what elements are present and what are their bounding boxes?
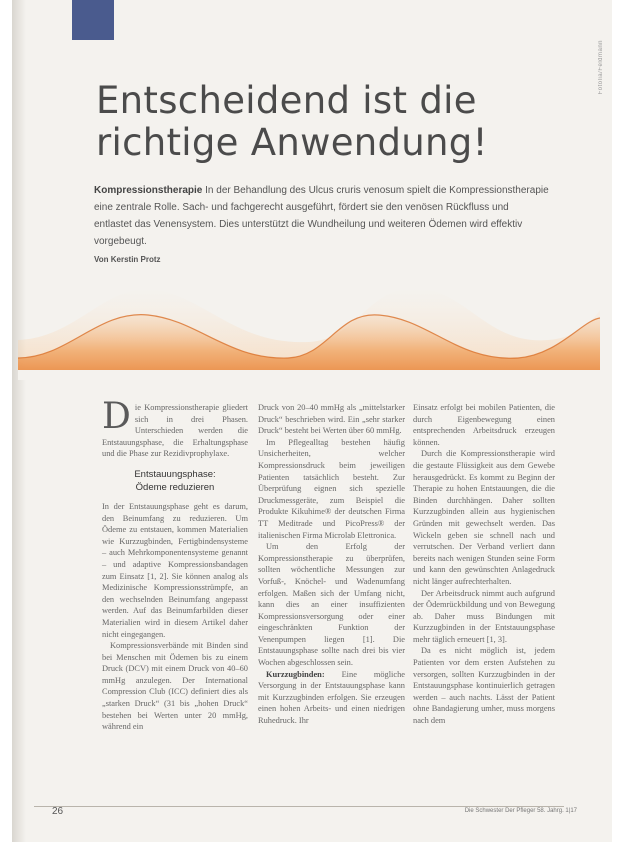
journal-footer: Die Schwester Der Pfleger 58. Jahrg. 1|17 [464, 808, 577, 814]
col2-paragraph-2: Im Pflegealltag bestehen häufig Unsicherheiten, welcher Kompressionsdruck beim jeweiligen Patienten tatsächlich besteht. Zur Überprüfung eignen sich spezielle Druckmessgeräte, zum Beispiel die Produkte Kikuhime® der deutschen Firma TT Meditrade und PicoPress® der italienischen Firma Microlab Elettronica. [258, 437, 405, 540]
col3-paragraph-1: Einsatz erfolgt bei mobilen Patienten, die durch Eigenbewegung einen entsprechenden Arbeitsdruck erzeugen können. [413, 403, 555, 447]
subhead-line-1: Entstauungsphase: [134, 468, 216, 480]
column-1 [102, 396, 248, 733]
col2-paragraph-4-text: Eine mögliche Versorgung in der Entstauungsphase kann mit Kurzzugbinden erfolgen. Sie erzeugen einen hohen Arbeits- und einen niedrigen Ruhedruck. Ihr [258, 669, 405, 726]
column-3 [413, 402, 555, 727]
col2-paragraph-4 [258, 669, 405, 727]
article-lead [94, 182, 549, 250]
subhead-line-2: Ödeme reduzieren [135, 481, 215, 493]
author-byline: Von Kerstin Protz [94, 255, 161, 264]
column-2 [258, 402, 405, 727]
col2-paragraph-3: Um den Erfolg der Kompressionstherapie zu überprüfen, sollten wöchentliche Messungen zur Vorfuß-, Knöchel- und Wadenumfang erfolgen. Maßen sich der Umfang nicht, kann dies an einer insuffizienten Kompressionsversorgung oder einer eingeschränkten Funktion der Venenpumpen liegen [1]. Die Entstauungsphase sollte nach drei bis vier Wochen abgeschlossen sein. [258, 542, 405, 668]
section-tab [72, 0, 114, 40]
kurzzugbinden-label: Kurzzugbinden: [266, 669, 325, 679]
page-gutter-shadow [12, 0, 26, 842]
decorative-wave-graphic [18, 270, 600, 380]
wave-base [18, 370, 600, 380]
lead-text: In der Behandlung des Ulcus cruris venosum spielt die Kompressionstherapie eine zentrale Rolle. Sach- und fachgerecht ausgeführt, fördert sie den venösen Rückfluss und entlastet das Venensystem. Dies unterstützt die Wundheilung und weiteren Ödemen wird effektiv vorgebeugt. [94, 185, 549, 247]
drop-cap: D [102, 396, 131, 437]
page-number: 26 [52, 806, 64, 817]
title-line-2: richtige Anwendung! [96, 121, 488, 164]
col1-paragraph-3: Kompressionsverbände mit Binden sind bei Menschen mit Ödemen bis zu einem Druck (DCV) mit einem Druck von 40–60 mmHg anzulegen. Der International Compression Club (ICC) definiert dies als „starken Druck“ (31 bis „hohen Druck“ bestehen bei Werten unter 20 mmHg, während ein [102, 641, 248, 732]
col3-paragraph-4: Da es nicht möglich ist, jedem Patienten vor dem ersten Aufstehen zu versorgen, sollten Kurzzugbinden in der Entstauungsphase kontinuierlich getragen werden – auch nachts. Lässt der Patient ohne Bandagierung umher, muss morgens nach dem [413, 646, 555, 726]
photo-credit: Fotolia/Feldmann [598, 40, 604, 95]
col1-paragraph-2: In der Entstauungsphase geht es darum, den Beinumfang zu reduzieren. Um Ödeme zu entstauen, kommen Materialien wie Kurzzugbinden, Fertigbindensysteme – auch Mehrkomponentensysteme genannt – und adaptive Kompressionsbandagen zum Einsatz [1, 2]. Sie können analog als Medizinische Kompressionsstrümpfe, an den wechselnden Beinumfang angepasst werden. Auf das Beinumfarbilden dieser Materialien wird in diesem Artikel daher nicht eingegangen. [102, 501, 248, 639]
col3-paragraph-2: Durch die Kompressionstherapie wird die gestaute Flüssigkeit aus dem Gewebe herausgedrückt. Es kommt zu Beginn der Therapie zu hohen Entstauungen, die die Binden durchhängen. Daher sollten Kurzzugbinden allein aus hygienischen Gründen mit gewechselt werden. Das Wickeln geben sie schnell nach und verrutschen. Der Verband verliert dann bereits nach wenigen Stunden seine Form und kann den gewünschten Anlagedruck nicht länger aufrechterhalten. [413, 449, 555, 586]
col1-paragraph-1: ie Kompressionstherapie gliedert sich in drei Phasen. Unterschieden werden die Entstauungsphase, die Erhaltungsphase und die Phase zur Rezidivprophylaxe. [102, 403, 248, 459]
col2-paragraph-1: Druck von 20–40 mmHg als „mittelstarker Druck“ beschrieben wird. Ein „sehr starker Druck“ besteht bei Werten über 60 mmHg. [258, 403, 405, 436]
article-title [96, 80, 556, 164]
col3-paragraph-3: Der Arbeitsdruck nimmt auch aufgrund der Ödemrückbildung und von Bewegung ab. Daher muss Bindungen mit Kurzzugbinden in der Entstauungsphase mehr täglich erneuert [1, 3]. [413, 588, 555, 644]
section-heading-entstauung [102, 468, 248, 494]
title-line-1: Entscheidend ist die [96, 79, 477, 122]
lead-keyword: Kompressionstherapie [94, 185, 203, 196]
footer-rule [34, 806, 564, 807]
